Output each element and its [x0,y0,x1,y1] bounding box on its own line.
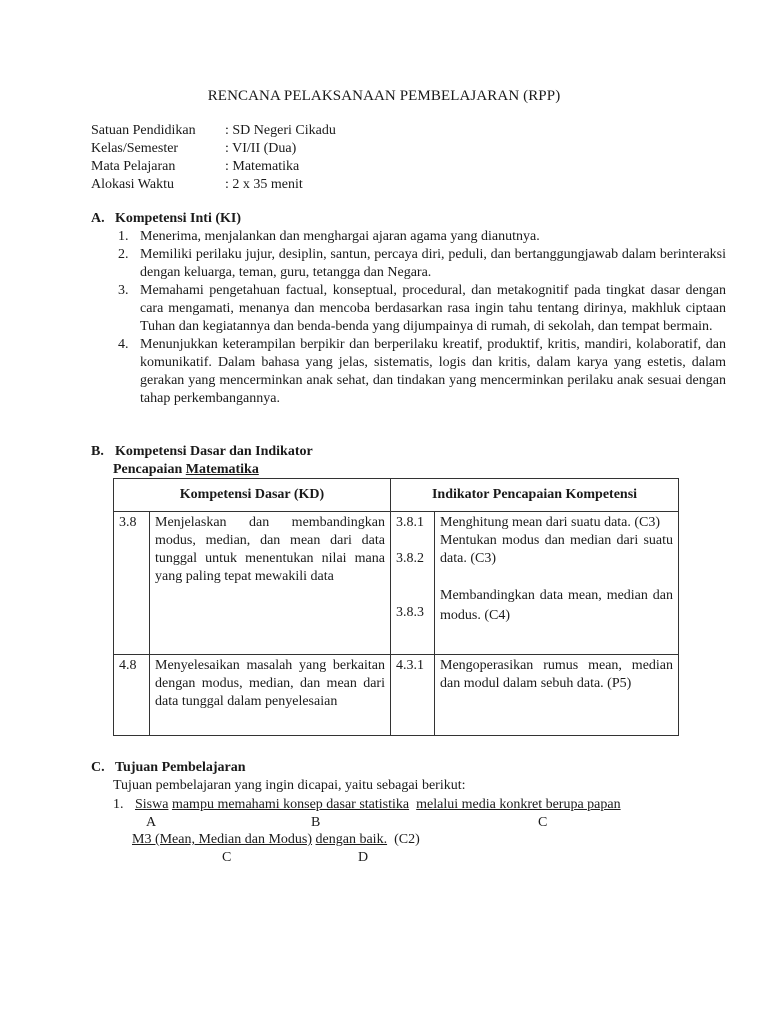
objective-intro: Tujuan pembelajaran yang ingin dicapai, yaitu sebagai berikut: [113,778,466,793]
segment-mark-d: D [358,850,369,865]
identity-value: : VI/II (Dua) [225,141,297,156]
subheading-text: Pencapaian [113,462,186,477]
kd-indicator-table [113,478,679,736]
identity-label: Satuan Pendidikan [91,123,196,138]
kd-code-cell [114,655,150,736]
list-text: Menerima, menjalankan dan menghargai ajaran agama yang dianutnya. [140,229,540,244]
table-header-row [114,479,679,512]
objective-level: (C2) [394,832,420,847]
kd-text: Menyelesaikan masalah yang berkaitan dengan modus, median, dan mean dari data tunggal dalam penyelesaian [155,658,385,709]
identity-label: Alokasi Waktu [91,177,174,192]
segment-mark-c: C [222,850,232,865]
identity-row [91,140,336,158]
list-number: 1. [118,229,129,244]
kd-text-cell [150,655,391,736]
kd-text-cell [150,512,391,655]
indicator-code: 3.8.2 [396,551,424,566]
kd-code: 3.8 [119,515,137,530]
section-b-heading [91,443,313,461]
segment-mark-a: A [146,815,157,830]
indicator-text: Mentukan modus dan median dari suatu data. (C3) [440,533,674,566]
list-item [118,336,726,408]
objective-segment-a: Siswa [135,797,169,812]
identity-label: Mata Pelajaran [91,159,176,174]
objective-line-1 [113,796,621,814]
section-letter: A. [91,211,105,226]
list-number: 4. [118,337,129,352]
list-item [118,228,726,246]
list-item [118,246,726,282]
objective-segment-c: melalui media konkret berupa papan [416,797,621,812]
list-text: Menunjukkan keterampilan berpikir dan berperilaku kreatif, produktif, kritis, mandiri, kolaboratif, dan komunikatif. Dalam bahasa yang jelas, sistematis, logis dan kritis, dalam karya yang estetis, dalam gerakan yang mencerminkan anak sehat, dan tindakan yang mencerminkan perilaku anak sesuai dengan tahap perkembangannya. [140,337,726,406]
objective-line-2 [132,831,420,849]
identity-value: : 2 x 35 menit [225,177,303,192]
indicator-code: 4.3.1 [396,658,424,673]
column-header-kd: Kompetensi Dasar (KD) [114,479,391,512]
section-title: Kompetensi Inti (KI) [115,211,241,226]
kd-code-cell [114,512,150,655]
indicator-code: 3.8.1 [396,515,424,530]
kd-text: Menjelaskan dan membandingkan modus, median, dan mean dari data tunggal untuk menentukan nilai mana yang paling tepat mewakili data [155,515,385,584]
section-b-subheading [113,461,259,479]
list-number: 3. [118,283,129,298]
section-letter: B. [91,444,104,459]
section-title: Tujuan Pembelajaran [115,760,246,775]
identity-block [91,122,336,194]
identity-row [91,158,336,176]
objective-number: 1. [113,797,124,812]
segment-mark-c: C [538,815,548,830]
list-text: Memiliki perilaku jujur, desiplin, santun, percaya diri, peduli, dan bertanggungjawab dalam berinteraksi dengan keluarga, teman, guru, tetangga dan Negara. [140,247,726,280]
identity-row [91,122,336,140]
objective-segment-c-cont: M3 (Mean, Median dan Modus) [132,832,313,847]
section-a-heading [91,210,241,228]
indicator-code-cell [391,655,435,736]
section-letter: C. [91,760,105,775]
identity-label: Kelas/Semester [91,141,179,156]
list-item [118,282,726,336]
list-number: 2. [118,247,129,262]
ki-list [118,228,726,408]
indicator-text: Membandingkan data mean, median dan modus. (C4) [440,588,674,623]
indicator-code-cell [391,512,435,655]
objective-segment-b: mampu memahami konsep dasar statistika [171,797,410,812]
identity-value: : Matematika [225,159,300,174]
section-c-heading [91,759,246,777]
column-header-indicator: Indikator Pencapaian Kompetensi [391,479,679,512]
indicator-text: Mengoperasikan rumus mean, median dan modul dalam sebuh data. (P5) [440,658,674,691]
indicator-text-cell [435,512,679,655]
table-row [114,655,679,736]
table-row [114,512,679,655]
indicator-text-cell [435,655,679,736]
list-text: Memahami pengetahuan factual, konseptual, procedural, dan metakognitif pada tingkat dasar dengan cara mengamati, menanya dan mencoba berdasarkan rasa ingin tahu tentang dirinya, makhluk ciptaan Tuhan dan kegiatannya dan benda-benda yang dijumpainya di rumah, di sekolah, dan tempat bermain. [140,283,726,334]
indicator-text: Menghitung mean dari suatu data. (C3) [440,515,661,530]
kd-code: 4.8 [119,658,137,673]
identity-row [91,176,336,194]
segment-mark-b: B [311,815,321,830]
subheading-underlined: Matematika [185,462,259,477]
objective-segment-d: dengan baik. [315,832,388,847]
indicator-code: 3.8.3 [396,605,424,620]
document-title: RENCANA PELAKSANAAN PEMBELAJARAN (RPP) [207,88,561,104]
identity-value: : SD Negeri Cikadu [225,123,336,138]
section-title: Kompetensi Dasar dan Indikator [115,444,313,459]
